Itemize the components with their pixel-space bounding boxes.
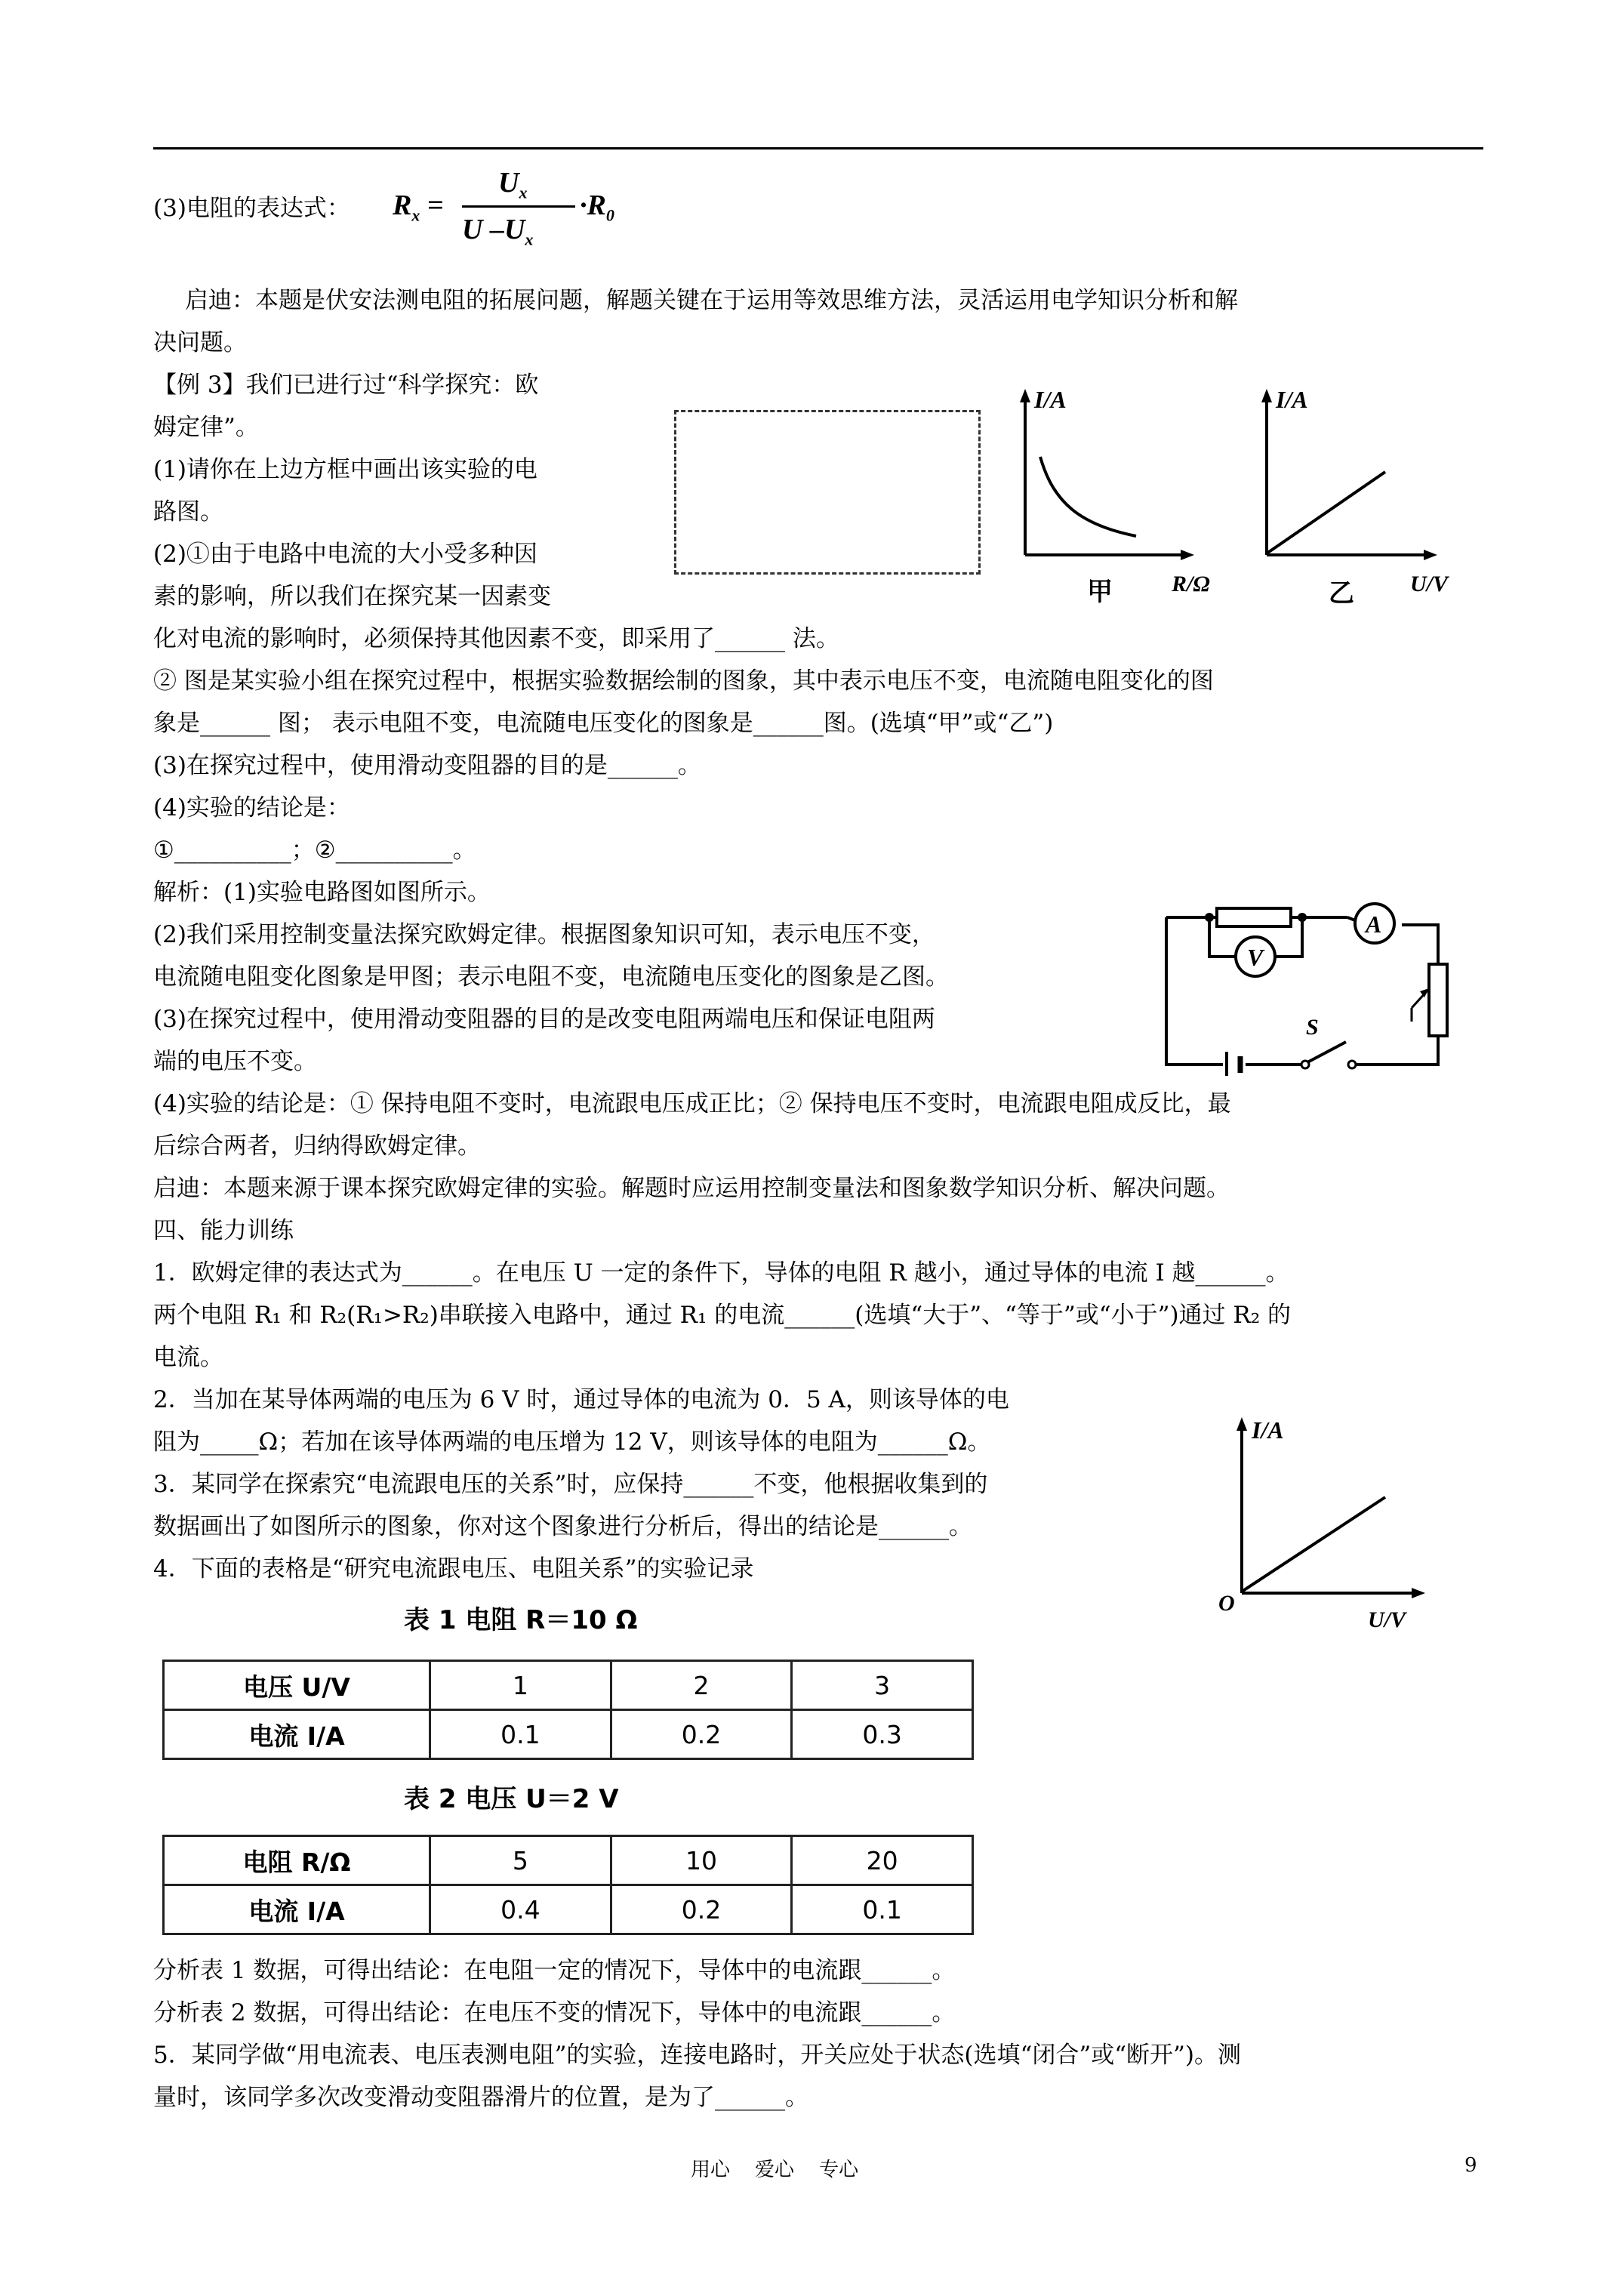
- graph-jia: [996, 381, 1246, 615]
- x-axis-label: U/V: [1410, 572, 1449, 596]
- text-line: 4．下面的表格是“研究电流跟电压、电阻关系”的实验记录: [153, 1555, 754, 1583]
- text-line: 分析表 1 数据，可得出结论：在电阻一定的情况下，导体中的电流跟______。: [153, 1957, 956, 1984]
- text-line: 解析：(1)实验电路图如图所示。: [153, 879, 491, 906]
- text-line: 启迪：本题是伏安法测电阻的拓展问题，解题关键在于运用等效思维方法，灵活运用电学知识分析和解: [185, 287, 1238, 314]
- graph-name: 乙: [1329, 578, 1354, 609]
- text-line: (2)我们采用控制变量法探究欧姆定律。根据图象知识可知，表示电压不变，: [153, 921, 935, 948]
- rheostat: [1429, 964, 1447, 1036]
- table-row: 电流 I/A 0.1 0.2 0.3: [164, 1710, 973, 1759]
- x-axis-label: U/V: [1368, 1607, 1406, 1632]
- svg-text:V: V: [1247, 944, 1264, 971]
- text-line: 端的电压不变。: [153, 1048, 317, 1075]
- text-line: 3．某同学在探索究“电流跟电压的关系”时，应保持______不变，他根据收集到的: [153, 1471, 988, 1498]
- text-line: 5．某同学做“用电流表、电压表测电阻”的实验，连接电路时，开关应处于状态(选填“闭合”或“断开”)。测: [153, 2042, 1241, 2069]
- text-line: (2)①由于电路中电流的大小受多种因: [153, 541, 537, 568]
- text-line: 分析表 2 数据，可得出结论：在电压不变的情况下，导体中的电流跟______。: [153, 1999, 956, 2026]
- text-line: ①__________；②__________。: [153, 837, 476, 864]
- graph-yi: [1238, 381, 1487, 615]
- y-axis-label: I/A: [1252, 1416, 1284, 1444]
- text-line: 1．欧姆定律的表达式为______。在电压 U 一定的条件下，导体的电阻 R 越小，通过导体的电流 I 越______。: [153, 1259, 1289, 1287]
- text-line: 后综合两者，归纳得欧姆定律。: [153, 1133, 481, 1160]
- table1-caption: 表 1 电阻 R＝10 Ω: [404, 1605, 638, 1635]
- y-axis-label: I/A: [1034, 386, 1067, 413]
- table-row: 电流 I/A 0.4 0.2 0.1: [164, 1885, 973, 1934]
- origin-label: O: [1218, 1591, 1235, 1616]
- page-number: 9: [1464, 2154, 1477, 2177]
- table1: [162, 1660, 974, 1760]
- text-line: 素的影响，所以我们在探究某一因素变: [153, 583, 551, 610]
- graph-q3: [1208, 1408, 1457, 1650]
- header-rule: [153, 147, 1483, 149]
- text-line: 数据画出了如图所示的图象，你对这个图象进行分析后，得出的结论是______。: [153, 1513, 972, 1540]
- table2-caption: 表 2 电压 U＝2 V: [404, 1784, 619, 1814]
- section-heading: 四、能力训练: [153, 1217, 294, 1244]
- x-axis-label: R/Ω: [1172, 572, 1210, 596]
- table-row: 电压 U/V 1 2 3: [164, 1661, 973, 1710]
- fraction-bar: [462, 205, 575, 208]
- text-line: 启迪：本题来源于课本探究欧姆定律的实验。解题时应运用控制变量法和图象数学知识分析、解决问题。: [153, 1175, 1230, 1202]
- text-line: (4)实验的结论是：: [153, 794, 350, 821]
- text-line: 两个电阻 R₁ 和 R₂(R₁>R₂)串联接入电路中，通过 R₁ 的电流______(选填“大于”、“等于”或“小于”)通过 R₂ 的: [153, 1302, 1292, 1329]
- footer-text: 用心 爱心 专心: [691, 2159, 859, 2181]
- text-line: (3)在探究过程中，使用滑动变阻器的目的是______。: [153, 752, 701, 779]
- circuit-diagram: [1151, 895, 1453, 1076]
- y-axis-label: I/A: [1276, 386, 1308, 413]
- text-line: (3)在探究过程中，使用滑动变阻器的目的是改变电阻两端电压和保证电阻两: [153, 1006, 935, 1033]
- answer-box: [674, 410, 981, 575]
- resistor: [1217, 908, 1291, 926]
- graph-name: 甲: [1087, 577, 1113, 607]
- text-line: 阻为_____Ω；若加在该导体两端的电压增为 12 V，则该导体的电阻为______Ω。: [153, 1428, 991, 1456]
- text-line: 2．当加在某导体两端的电压为 6 V 时，通过导体的电流为 0．5 A，则该导体的电: [153, 1386, 1009, 1413]
- text-line: (1)请你在上边方框中画出该实验的电: [153, 456, 537, 483]
- text-line: (4)实验的结论是：① 保持电阻不变时，电流跟电压成正比；② 保持电压不变时，电流跟电阻成反比，最: [153, 1090, 1231, 1117]
- text-line: 化对电流的影响时，必须保持其他因素不变，即采用了______ 法。: [153, 625, 839, 652]
- text-line: ② 图是某实验小组在探究过程中，根据实验数据绘制的图象，其中表示电压不变，电流随电阻变化的图: [153, 667, 1214, 695]
- text-line: 姆定律”。: [153, 414, 259, 441]
- text-line: 【例 3】我们已进行过“科学探究：欧: [153, 371, 539, 399]
- text-line: 电流。: [153, 1344, 223, 1371]
- svg-text:A: A: [1366, 911, 1382, 938]
- text-line: 电流随电阻变化图象是甲图；表示电阻不变，电流随电压变化的图象是乙图。: [153, 963, 949, 991]
- text-line: 量时，该同学多次改变滑动变阻器滑片的位置，是为了______。: [153, 2084, 808, 2111]
- text-line: (3)电阻的表达式：: [153, 195, 350, 222]
- svg-text:S: S: [1306, 1015, 1319, 1040]
- text-line: 决问题。: [153, 329, 247, 356]
- table-row: 电阻 R/Ω 5 10 20: [164, 1836, 973, 1885]
- text-line: 象是______ 图； 表示电阻不变，电流随电压变化的图象是______图。(选填“甲”或“乙”): [153, 710, 1054, 737]
- text-line: 路图。: [153, 498, 223, 525]
- table2: [162, 1835, 974, 1935]
